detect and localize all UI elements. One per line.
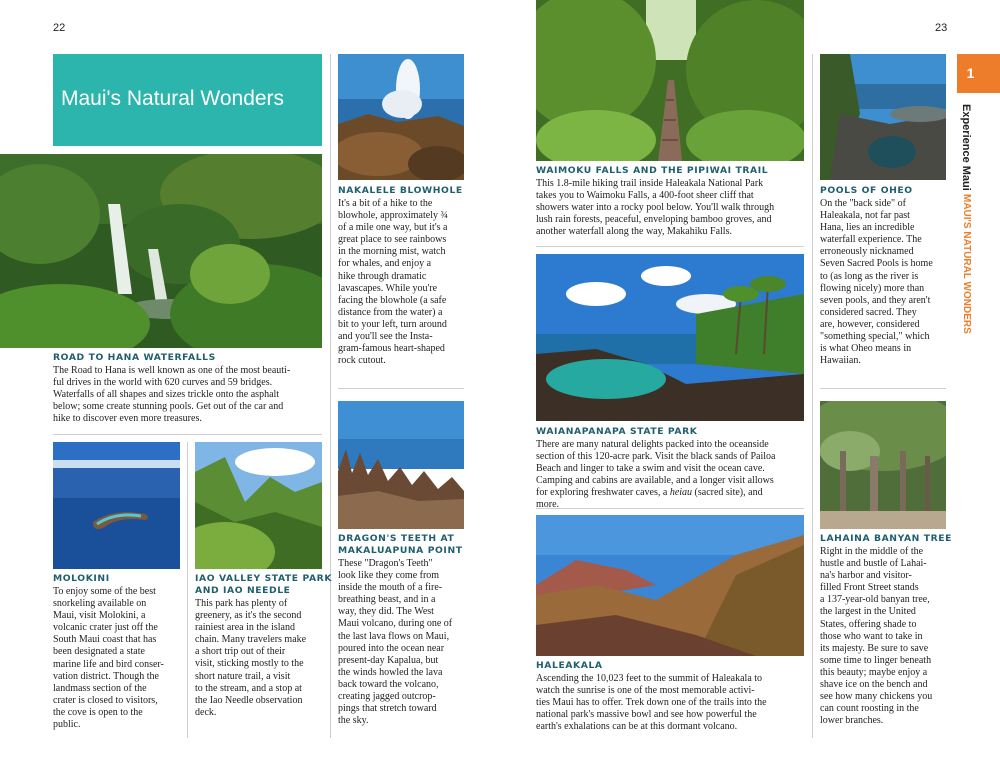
body-road-to-hana: The Road to Hana is well known as one of the most beauti- ful drives in the world with 620 curves and 59 bridges. Waterfalls of all shapes and sizes trickle onto the asphalt below; some create stunning pools. Get out of the car and hike to discover even more treasures. bbox=[53, 365, 291, 425]
horizontal-divider bbox=[338, 388, 464, 389]
body-banyan: Right in the middle of the hustle and bustle of Lahai- na's harbor and visitor- filled Front Street stands a 137-year-old banyan tree, the largest in the United States, offering shade to those who want to take in its majesty. Be sure to save some time to linger beneath this beauty; maybe enjoy a shave ice on the bench and see how many chickens you can count roosting in the lower branches. bbox=[820, 546, 933, 727]
chapter-label: Experience Maui bbox=[960, 104, 972, 191]
left-page-number: 22 bbox=[53, 22, 66, 34]
heading-oheo: POOLS OF OHEO bbox=[820, 185, 913, 196]
heading-nakalele: NAKALELE BLOWHOLE bbox=[338, 185, 463, 196]
heading-dragons-teeth: DRAGON'S TEETH AT MAKALUAPUNA POINT bbox=[338, 533, 463, 556]
waterfalls-photo bbox=[0, 154, 322, 348]
right-page-number: 23 bbox=[935, 22, 948, 34]
banyan-tree-photo bbox=[820, 401, 946, 529]
column-divider bbox=[330, 54, 331, 738]
haleakala-photo bbox=[536, 515, 804, 656]
waianapanapa-photo bbox=[536, 254, 804, 421]
column-divider bbox=[187, 442, 188, 738]
heading-waianapanapa: WAIANAPANAPA STATE PARK bbox=[536, 426, 698, 437]
title-box bbox=[53, 54, 322, 146]
body-nakalele: It's a bit of a hike to the blowhole, approximately ¾ of a mile one way, but it's a great place to see rainbows in the morning mist, watch for whales, and enjoy a hike through dramatic lavascapes. While you're facing the blowhole (a safe distance from the water) a bit to your left, turn around and you'll see the Insta- gram-famous heart-shaped rock cutout. bbox=[338, 198, 448, 367]
heading-banyan: LAHAINA BANYAN TREE bbox=[820, 533, 953, 544]
heading-iao-valley: IAO VALLEY STATE PARK AND IAO NEEDLE bbox=[195, 573, 333, 596]
heading-road-to-hana: ROAD TO HANA WATERFALLS bbox=[53, 352, 216, 363]
pipiwai-trail-photo bbox=[536, 0, 804, 161]
body-iao-valley: This park has plenty of greenery, as it's the second rainiest area in the island chain. Many travelers make a short trip out of their visit, sticking mostly to the short nature trail, a visit to the stream, and a stop at the Iao Needle observation deck. bbox=[195, 598, 307, 718]
iao-valley-photo bbox=[195, 442, 322, 569]
dragons-teeth-photo bbox=[338, 401, 464, 529]
body-waimoku: This 1.8-mile hiking trail inside Haleakala National Park takes you to Waimoku Falls, a 400-foot sheer cliff that showers water into a rocky pool below. You'll walk through lush rain forests, peaceful, enveloping bamboo groves, and another waterfall along the way, Makahiku Falls. bbox=[536, 178, 775, 238]
body-oheo: On the "back side" of Haleakala, not far past Hana, lies an incredible waterfall experience. The erroneously nicknamed Seven Sacred Pools is home to (as long as the river is flowing nicely) more than seven pools, and they aren't considered sacred. They are, however, considered "something special," which is what Oheo means in Hawaiian. bbox=[820, 198, 933, 367]
body-haleakala: Ascending the 10,023 feet to the summit of Haleakala to watch the sunrise is one of the most memorable activi- ties Maui has to offer. Trek down one of the trails into the national park's massive bowl and see how powerful the earth's exhalations can be at this dormant volcano. bbox=[536, 673, 767, 733]
section-label: MAUI'S NATURAL WONDERS bbox=[961, 194, 972, 334]
horizontal-divider bbox=[536, 246, 804, 247]
horizontal-divider bbox=[820, 388, 946, 389]
page-title: Maui's Natural Wonders bbox=[61, 87, 285, 110]
body-molokini: To enjoy some of the best snorkeling available on Maui, visit Molokini, a volcanic crater just off the South Maui coast that has been designated a state marine life and bird conser- vation district. Though the landmass section of the crater is closed to visitors, the cove is open to the public. bbox=[53, 586, 164, 731]
body-waianapanapa: There are many natural delights packed into the oceanside section of this 120-acre park. Visit the black sands of Pailoa Beach and linger to take a swim and visit the ocean cave. Camping and cabins are available, and a longer visit allows for exploring freshwater caves, a heiau (sacred site), and more. bbox=[536, 439, 776, 511]
heading-molokini: MOLOKINI bbox=[53, 573, 110, 584]
oheo-photo bbox=[820, 54, 946, 180]
molokini-photo bbox=[53, 442, 180, 569]
chapter-tab bbox=[957, 54, 1000, 93]
body-dragons-teeth: These "Dragon's Teeth" look like they come from inside the mouth of a fire- breathing beast, and in a way, they did. The West Maui volcano, during one of the last lava flows on Maui, poured into the ocean near present-day Kapalua, but the winds howled the lava back toward the volcano, creating jagged outcrop- pings that stretch toward the sky. bbox=[338, 558, 453, 727]
heading-haleakala: HALEAKALA bbox=[536, 660, 603, 671]
heading-waimoku: WAIMOKU FALLS AND THE PIPIWAI TRAIL bbox=[536, 165, 769, 176]
chapter-number: 1 bbox=[966, 65, 975, 81]
blowhole-photo bbox=[338, 54, 464, 180]
column-divider bbox=[812, 54, 813, 738]
horizontal-divider bbox=[53, 434, 322, 435]
